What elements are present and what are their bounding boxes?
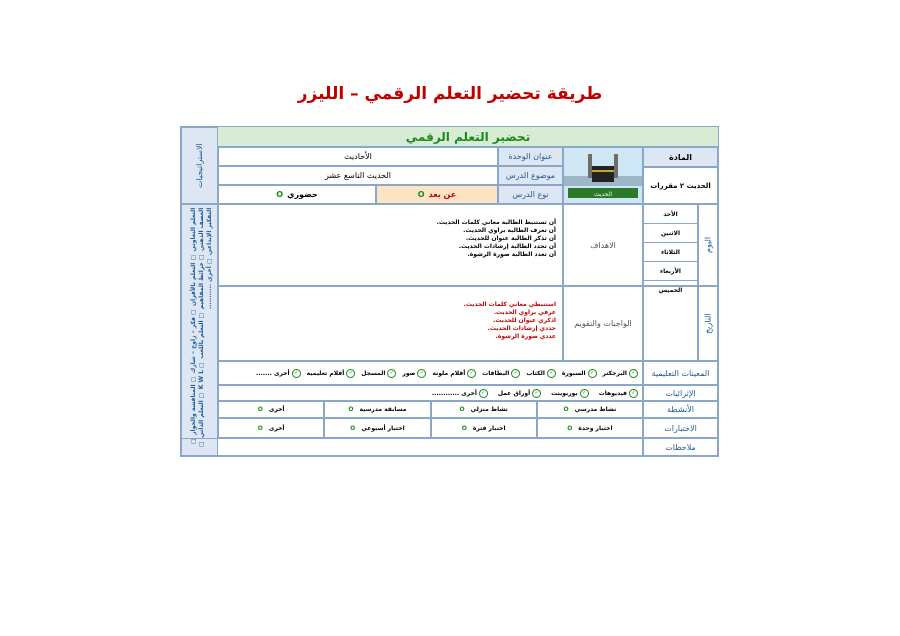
aid-option[interactable]: ✓البطاقات [482,369,520,378]
aid-option[interactable]: ✓أقلام ملونة [432,369,476,378]
tests-options [218,418,643,438]
tests-label: الاختبارات [643,418,718,438]
type-remote-label: عن بعد [428,190,457,199]
enrich-option[interactable]: ✓أخرى ............ [432,389,488,398]
date-label: التاريخ [703,313,713,334]
check-icon: ✓ [547,369,556,378]
subject-value: الحديث ٢ مقررات [643,167,718,204]
activity-option[interactable]: نشاط منزلي O [431,401,537,418]
type-attend-option[interactable] [218,185,376,204]
day-item: الاثنين [644,224,697,243]
aid-option[interactable]: ✓البرجكتر [603,369,639,378]
objective-item: أن تستنبط الطالبة معاني كلمات الحديث. [436,219,556,226]
check-icon: ✓ [346,369,355,378]
day-item: الأربعاء [644,262,697,281]
strategies-label: الاستراتيجيات [195,143,204,188]
date-value-cell[interactable] [643,286,698,361]
notes-label: ملاحظات [643,438,718,456]
type-attend-label: حضوري [287,190,318,199]
strategies-list [181,204,218,456]
option-marker: O [461,424,467,432]
check-icon: ✓ [532,389,541,398]
homework-item: عرفي براوي الحديث. [493,309,556,316]
option-marker: O [567,424,573,432]
homework-box [218,286,563,361]
check-icon: ✓ [467,369,476,378]
test-option[interactable]: اختبار وحدة O [537,418,643,438]
type-label: نوع الدرس [498,185,563,204]
day-label-cell [698,204,718,286]
lesson-label: موضوع الدرس [498,166,563,185]
test-option[interactable]: اختبار فترة O [431,418,537,438]
activity-option[interactable]: أخرى O [218,401,324,418]
test-option[interactable]: اختبار أسبوعي O [324,418,430,438]
aids-options [218,361,643,385]
band-title: تحضير التعلم الرقمي [218,127,718,147]
strategies-header [181,127,218,204]
check-icon: ✓ [387,369,396,378]
day-item: الخميس [658,286,683,294]
objectives-label: الاهداف [563,204,643,286]
option-marker: O [257,406,263,413]
enrich-option[interactable]: ✓أوراق عمل [498,389,541,398]
objective-item: أن تحدد الطالبة إرشادات الحديث. [458,243,556,250]
days-list [643,204,698,294]
objective-item: أن تعدد الطالبة صورة الرشوة. [467,251,556,258]
homework-item: اذكري عنوان للحديث. [493,317,556,324]
objectives-box [218,204,563,286]
aid-option[interactable]: ✓أخرى ....... [256,369,301,378]
activity-option[interactable]: مسابقة مدرسية O [324,401,430,418]
homework-item: حددي إرشادات الحديث. [487,325,556,332]
aid-option[interactable]: ✓أفلام تعليمية [307,369,356,378]
enrich-option[interactable]: ✓فيديوهات [599,389,638,398]
aids-label: المعينات التعليمية [643,361,718,385]
subject-label: المادة [643,147,718,167]
check-icon: ✓ [580,389,589,398]
activities-options [218,401,643,418]
unit-label: عنوان الوحدة [498,147,563,166]
check-icon: ✓ [417,369,426,378]
aid-option[interactable]: ✓الكتاب [526,369,556,378]
type-remote-marker: O [417,190,425,199]
check-icon: ✓ [511,369,520,378]
day-label: اليوم [703,236,713,254]
objective-item: أن تعرف الطالبة براوي الحديث. [463,227,556,234]
homework-label: الواجبات والتقويم [563,286,643,361]
enrich-option[interactable]: ✓بوربوينت [551,389,589,398]
enrich-options [218,385,643,401]
objective-item: أن تذكر الطالبة عنوان للحديث. [465,235,556,242]
aid-option[interactable]: ✓السبورة [562,369,597,378]
activities-label: الأنشطة [643,401,718,418]
option-marker: O [350,424,356,432]
date-label-cell [698,286,718,361]
check-icon: ✓ [588,369,597,378]
option-marker: O [348,406,354,413]
image-caption: الحديث [593,191,613,198]
test-option[interactable]: أخرى O [218,418,324,438]
lesson-value: الحديث التاسع عشر [218,166,498,185]
activity-option[interactable]: نشاط مدرسي O [537,401,643,418]
day-item: الأحد [644,205,697,224]
type-remote-option[interactable] [376,185,498,204]
strategies-text: التعلم التعاوني ☐ التعلم بالأقران ☐ فكر – زاوج – شارك ☐ المناقشة والحوار ☐ العصف الذهني ☐ خرائط المفاهيم ☐ التعلم باللعب ☐ K W L ☐ التعلم الذاتي ☐ التفكير الإبداعي ☐ أخرى ........... [190,208,213,448]
check-icon: ✓ [629,369,638,378]
check-icon: ✓ [629,389,638,398]
kaaba-image [563,147,643,204]
page-title: طريقة تحضير التعلم الرقمي – الليزر [297,84,603,104]
option-marker: O [563,406,569,413]
lesson-prep-form [180,126,719,457]
aid-option[interactable]: ✓المسجل [361,369,396,378]
homework-item: عددي صورة الرشوة. [495,333,556,340]
check-icon: ✓ [479,389,488,398]
option-marker: O [257,424,263,432]
aid-option[interactable]: ✓صور [402,369,426,378]
check-icon: ✓ [292,369,301,378]
unit-value: الأحاديث [218,147,498,166]
notes-field[interactable] [181,438,643,456]
day-item: الثلاثاء [644,243,697,262]
enrich-label: الإثرائيات [643,385,718,401]
homework-item: استنبطي معاني كلمات الحديث. [463,301,556,308]
type-attend-marker: O [276,190,284,199]
option-marker: O [459,406,465,413]
